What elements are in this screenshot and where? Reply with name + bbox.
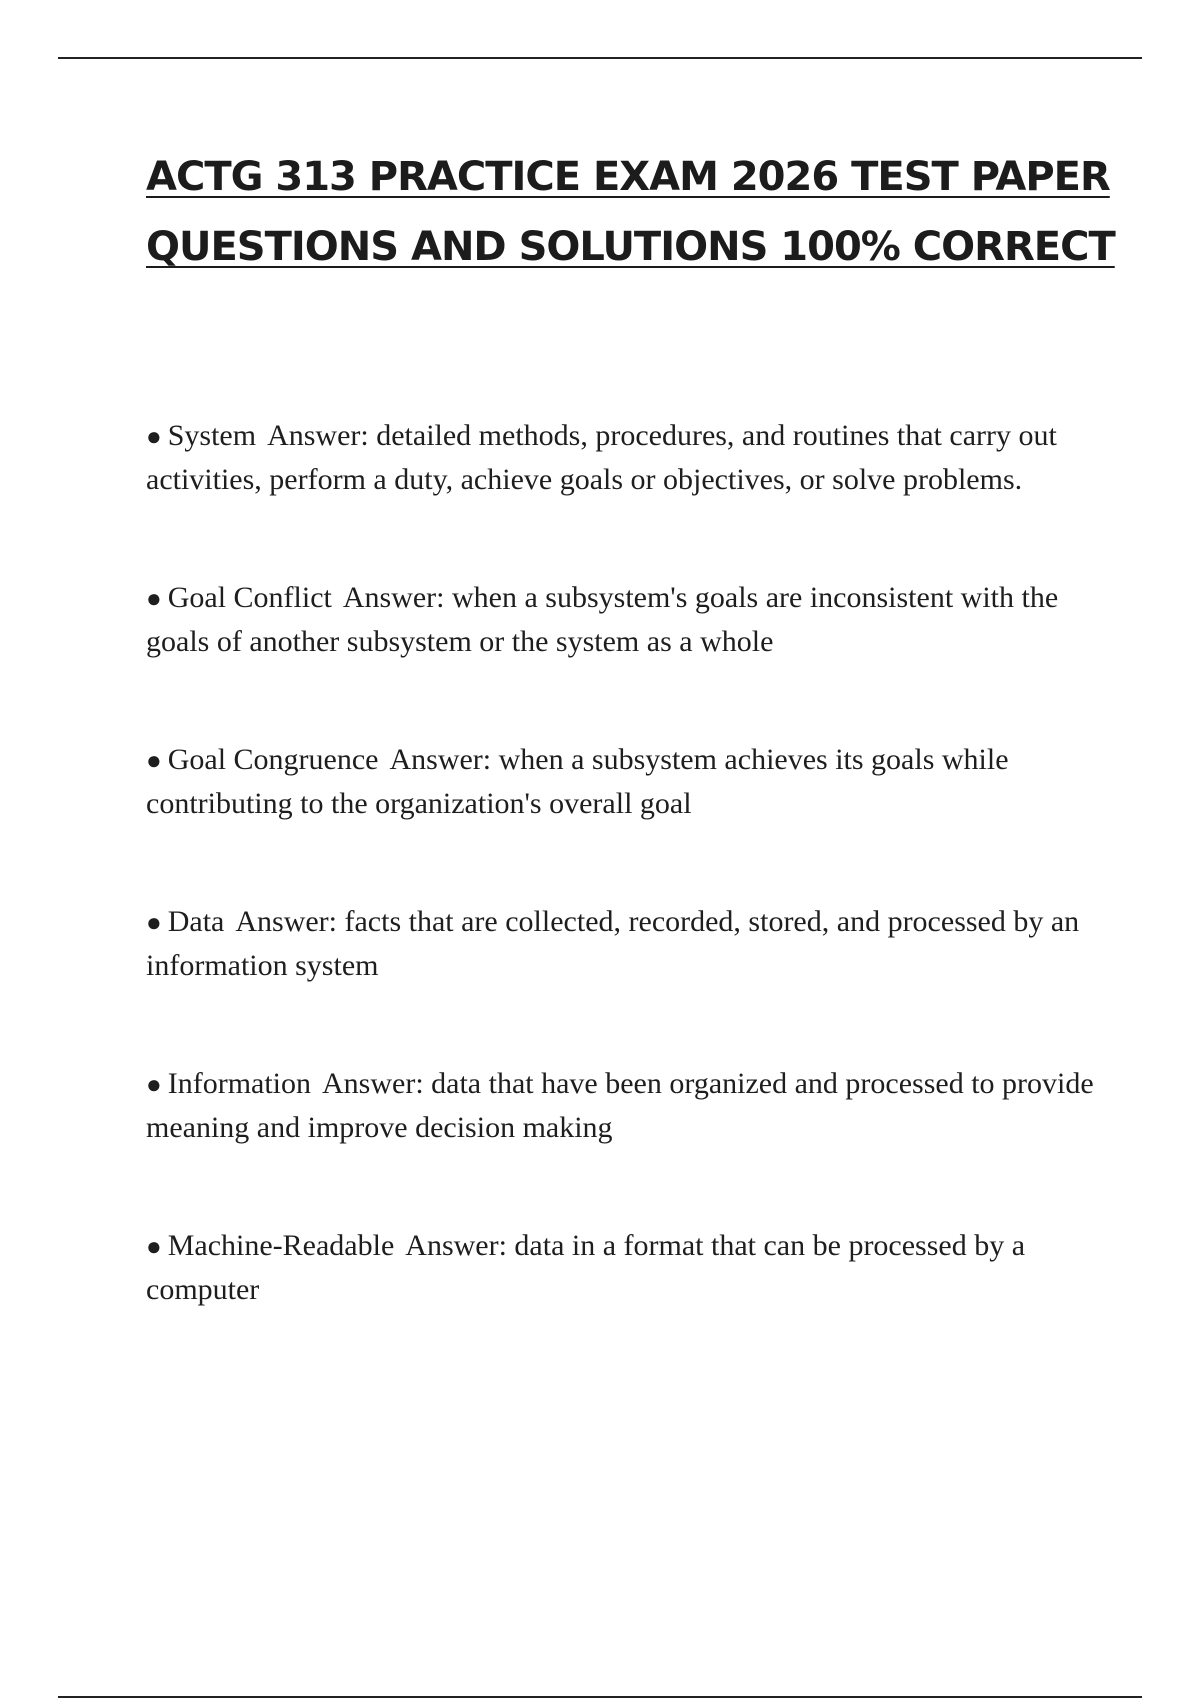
item-term: Machine-Readable <box>167 1229 395 1262</box>
bullet-icon: ● <box>146 746 162 775</box>
item-answer: Answer: data in a format that can be processed by a computer <box>146 1229 1026 1306</box>
item-term: Data <box>167 905 225 938</box>
bullet-icon: ● <box>146 1232 162 1261</box>
list-item <box>146 738 1096 825</box>
item-term: Goal Congruence <box>167 743 379 776</box>
bullet-icon: ● <box>146 422 162 451</box>
item-answer: Answer: when a subsystem achieves its goals while contributing to the organization's overall goal <box>146 743 1009 820</box>
item-answer: Answer: detailed methods, procedures, and routines that carry out activities, perform a duty, achieve goals or objectives, or solve problems. <box>146 419 1057 496</box>
list-item <box>146 900 1096 987</box>
item-answer: Answer: when a subsystem's goals are inconsistent with the goals of another subsystem or the system as a whole <box>146 581 1059 658</box>
item-answer: Answer: data that have been organized and processed to provide meaning and improve decision making <box>146 1067 1094 1144</box>
title-line-2: QUESTIONS AND SOLUTIONS 100% CORRECT <box>146 224 1115 270</box>
list-item <box>146 1224 1096 1311</box>
page-title <box>146 142 1115 282</box>
title-line-1: ACTG 313 PRACTICE EXAM 2026 TEST PAPER <box>146 154 1110 200</box>
bullet-icon: ● <box>146 584 162 613</box>
list-item <box>146 414 1096 501</box>
item-answer: Answer: facts that are collected, recorded, stored, and processed by an information system <box>146 905 1080 982</box>
list-item <box>146 576 1096 663</box>
bottom-rule <box>58 1696 1142 1698</box>
item-term: Goal Conflict <box>167 581 332 614</box>
list-item <box>146 1062 1096 1149</box>
bullet-icon: ● <box>146 1070 162 1099</box>
bullet-icon: ● <box>146 908 162 937</box>
top-rule <box>58 57 1142 59</box>
item-term: System <box>167 419 257 452</box>
item-term: Information <box>167 1067 312 1100</box>
question-list <box>146 414 1096 1311</box>
